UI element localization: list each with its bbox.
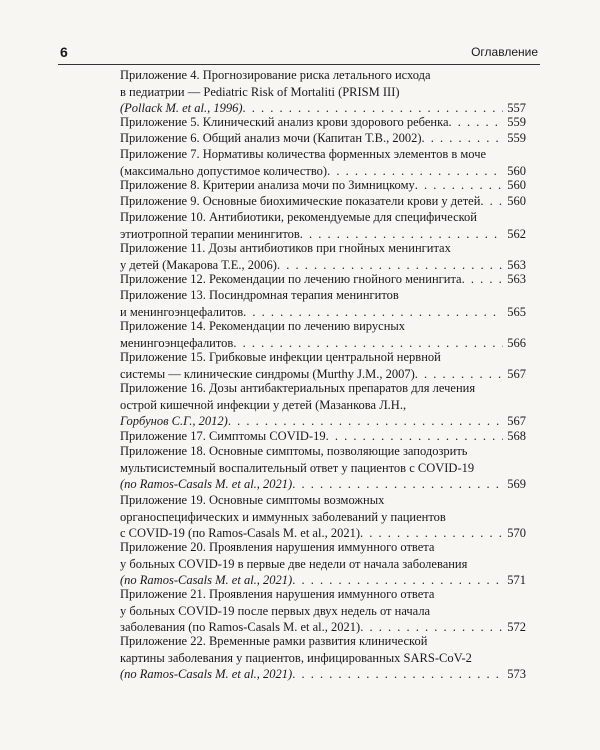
toc-entry-appendix-16[interactable]: [120, 380, 526, 428]
entry-line: Приложение 14. Рекомендации по лечению вирусных: [120, 319, 406, 333]
entry-line-last: (по Ramos-Casals M. et al., 2021): [120, 477, 293, 491]
entry-line: мультисистемный воспалительный ответ у пациентов с COVID-19: [120, 460, 475, 475]
entry-line: у больных COVID-19 в первые две недели от начала заболевания: [120, 556, 468, 571]
entry-page-number: 562: [507, 226, 526, 241]
entry-page-number: 560: [507, 194, 526, 208]
entry-line-last: Приложение 12. Рекомендации по лечению гнойного менингита: [120, 272, 462, 286]
entry-line: Приложение 21. Проявления нарушения иммунного ответа: [120, 587, 435, 601]
entry-line-last: Приложение 8. Критерии анализа мочи по Зимницкому: [120, 178, 415, 192]
entry-page-number: 568: [507, 429, 526, 443]
entry-line: Приложение 22. Временные рамки развития клинической: [120, 634, 428, 648]
dot-leader: [449, 114, 504, 131]
entry-line: картины заболевания у пациентов, инфицированных SARS-CoV-2: [120, 650, 472, 665]
entry-line: органоспецифических и иммунных заболеваний у пациентов: [120, 509, 446, 524]
entry-line: Приложение 16. Дозы антибактериальных препаратов для лечения: [120, 381, 476, 395]
dot-leader: [480, 193, 503, 210]
entry-line: Приложение 15. Грибковые инфекции центральной нервной: [120, 350, 441, 364]
entry-page-number: 560: [507, 178, 526, 192]
toc-entry-appendix-9[interactable]: [120, 193, 526, 209]
entry-line-last: (по Ramos-Casals M. et al., 2021): [120, 667, 293, 681]
dot-leader: [292, 476, 503, 493]
table-of-contents: [120, 67, 526, 683]
toc-entry-appendix-22[interactable]: [120, 633, 526, 683]
toc-entry-appendix-14[interactable]: [120, 318, 526, 349]
entry-line-last: этиотропной терапии менингитов: [120, 226, 300, 241]
toc-entry-appendix-13[interactable]: [120, 287, 526, 318]
entry-page-number: 572: [507, 620, 526, 634]
entry-line-last: менингоэнцефалитов: [120, 335, 234, 350]
entry-page-number: 569: [507, 477, 526, 491]
entry-line-last: и менингоэнцефалитов: [120, 304, 244, 319]
toc-entry-appendix-5[interactable]: [120, 114, 526, 130]
entry-line-last: (по Ramos-Casals M. et al., 2021): [120, 573, 293, 587]
entry-page-number: 566: [507, 335, 526, 350]
entry-line-last: (максимально допустимое количество): [120, 163, 328, 178]
entry-line: Приложение 19. Основные симптомы возможных: [120, 493, 385, 507]
toc-entry-appendix-17[interactable]: [120, 428, 526, 443]
entry-line: Приложение 20. Проявления нарушения иммунного ответа: [120, 540, 435, 554]
entry-line: Приложение 10. Антибиотики, рекомендуемые для специфической: [120, 210, 478, 224]
toc-entry-appendix-8[interactable]: [120, 177, 526, 193]
entry-line: Приложение 13. Посиндромная терапия менингитов: [120, 288, 399, 302]
entry-page-number: 559: [507, 131, 526, 145]
entry-line-last: (Pollack M. et al., 1996): [120, 101, 243, 115]
entry-page-number: 571: [507, 573, 526, 587]
running-header: [58, 40, 540, 65]
entry-page-number: 565: [507, 304, 526, 319]
entry-page-number: 557: [507, 101, 526, 115]
entry-line-last: Приложение 6. Общий анализ мочи (Капитан Т.В., 2002): [120, 131, 422, 145]
toc-entry-appendix-21[interactable]: [120, 586, 526, 633]
entry-line-last: Приложение 9. Основные биохимические показатели крови у детей: [120, 194, 481, 208]
entry-page-number: 560: [507, 163, 526, 178]
toc-entry-appendix-12[interactable]: [120, 271, 526, 287]
toc-entry-appendix-7[interactable]: [120, 146, 526, 177]
entry-line-last: у детей (Макарова Т.Е., 2006): [120, 257, 277, 272]
entry-line: острой кишечной инфекции у детей (Мазанкова Л.Н.,: [120, 397, 407, 412]
toc-entry-appendix-15[interactable]: [120, 349, 526, 380]
entry-line: Приложение 7. Нормативы количества форменных элементов в моче: [120, 147, 487, 161]
dot-leader: [422, 130, 504, 147]
entry-line: в педиатрии — Pediatric Risk of Mortaliti (PRISM III): [120, 84, 400, 99]
entry-line-last: Приложение 5. Клинический анализ крови здорового ребенка: [120, 115, 449, 129]
entry-page-number: 570: [507, 526, 526, 540]
entry-page-number: 567: [507, 366, 526, 381]
entry-page-number: 563: [507, 272, 526, 286]
toc-entry-appendix-18[interactable]: [120, 443, 526, 492]
toc-entry-appendix-19[interactable]: [120, 492, 526, 539]
entry-page-number: 567: [507, 414, 526, 428]
dot-leader: [415, 177, 504, 194]
entry-page-number: 559: [507, 115, 526, 129]
toc-entry-appendix-11[interactable]: [120, 240, 526, 271]
entry-line-last: с COVID-19 (по Ramos-Casals M. et al., 2021): [120, 526, 360, 540]
entry-line-last: системы — клинические синдромы (Murthy J.M., 2007): [120, 366, 415, 381]
entry-line-last: заболевания (по Ramos-Casals M. et al., 2021): [120, 620, 361, 634]
entry-page-number: 563: [507, 257, 526, 272]
entry-line: Приложение 11. Дозы антибиотиков при гнойных менингитах: [120, 241, 451, 255]
entry-line: у больных COVID-19 после первых двух недель от начала: [120, 603, 431, 618]
entry-line-last: Приложение 17. Симптомы COVID-19: [120, 429, 326, 443]
entry-page-number: 573: [507, 667, 526, 681]
entry-line: Приложение 18. Основные симптомы, позволяющие заподозрить: [120, 444, 468, 458]
dot-leader: [292, 666, 503, 683]
page-number: 6: [60, 44, 68, 60]
dot-leader: [462, 271, 504, 288]
toc-entry-appendix-4[interactable]: [120, 67, 526, 114]
entry-line: Приложение 4. Прогнозирование риска летального исхода: [120, 68, 431, 82]
toc-entry-appendix-6[interactable]: [120, 130, 526, 146]
toc-entry-appendix-20[interactable]: [120, 539, 526, 586]
entry-line-last: Горбунов С.Г., 2012): [120, 414, 228, 428]
toc-entry-appendix-10[interactable]: [120, 209, 526, 240]
running-title: Оглавление: [471, 45, 538, 59]
